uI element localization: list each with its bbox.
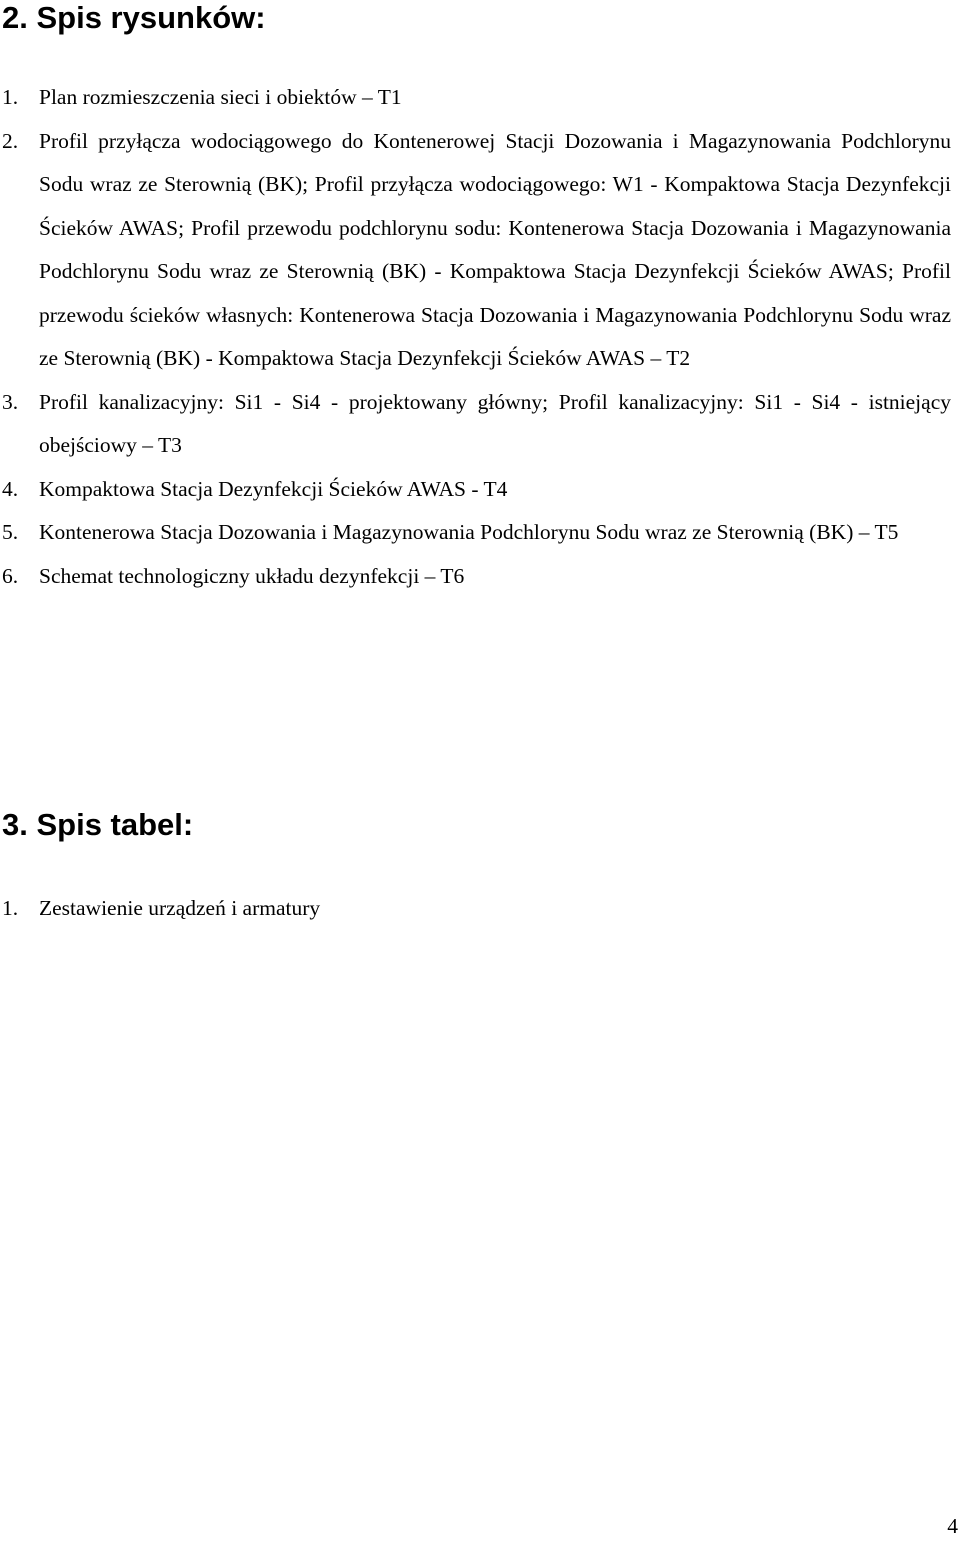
list-item (0, 511, 960, 555)
list-item-text: Kompaktowa Stacja Dezynfekcji Ścieków AWAS - T4 (39, 476, 508, 501)
tables-list (0, 887, 960, 931)
figures-list-heading: 2. Spis rysunków: (2, 0, 266, 35)
list-item-number: 3. (2, 389, 19, 414)
list-item-text: Profil kanalizacyjny: Si1 - Si4 - projektowany główny; Profil kanalizacyjny: Si1 - Si4 - istniejący obejściowy – T3 (39, 389, 951, 457)
list-item (0, 887, 960, 931)
list-item (0, 555, 960, 599)
list-item-number: 1. (2, 85, 19, 109)
list-item-text: Schemat technologiczny układu dezynfekcji – T6 (39, 563, 465, 588)
list-item-number: 4. (2, 476, 19, 501)
list-item-number: 6. (2, 563, 19, 588)
page-number: 4 (947, 1514, 958, 1538)
list-item (0, 468, 960, 512)
tables-list-heading: 3. Spis tabel: (2, 807, 194, 842)
list-item (0, 76, 960, 120)
list-item-number: 5. (2, 520, 19, 544)
list-item-text: Plan rozmieszczenia sieci i obiektów – T1 (39, 85, 402, 109)
list-item-text: Profil przyłącza wodociągowego do Kontenerowej Stacji Dozowania i Magazynowania Podchlorynu Sodu wraz ze Sterownią (BK); Profil przyłącza wodociągowego: W1 - Kompaktowa Stacja Dezynfekcji Ścieków AWAS; Profil przewodu podchlorynu sodu: Kontenerowa Stacja Dozowania i Magazynowania Podchlorynu Sodu wraz ze Sterownią (BK) - Kompaktowa Stacja Dezynfekcji Ścieków AWAS; Profil przewodu ścieków własnych: Kontenerowa Stacja Dozowania i Magazynowania Podchlorynu Sodu wraz ze Sterownią (BK) - Kompaktowa Stacja Dezynfekcji Ścieków AWAS – T2 (39, 128, 951, 370)
figures-list (0, 76, 960, 598)
list-item-text: Zestawienie urządzeń i armatury (39, 896, 321, 920)
list-item-number: 2. (2, 128, 19, 153)
list-item (0, 381, 960, 468)
list-item-text: Kontenerowa Stacja Dozowania i Magazynowania Podchlorynu Sodu wraz ze Sterownią (BK) – T5 (39, 520, 899, 544)
list-item-number: 1. (2, 896, 19, 920)
list-item (0, 120, 960, 381)
